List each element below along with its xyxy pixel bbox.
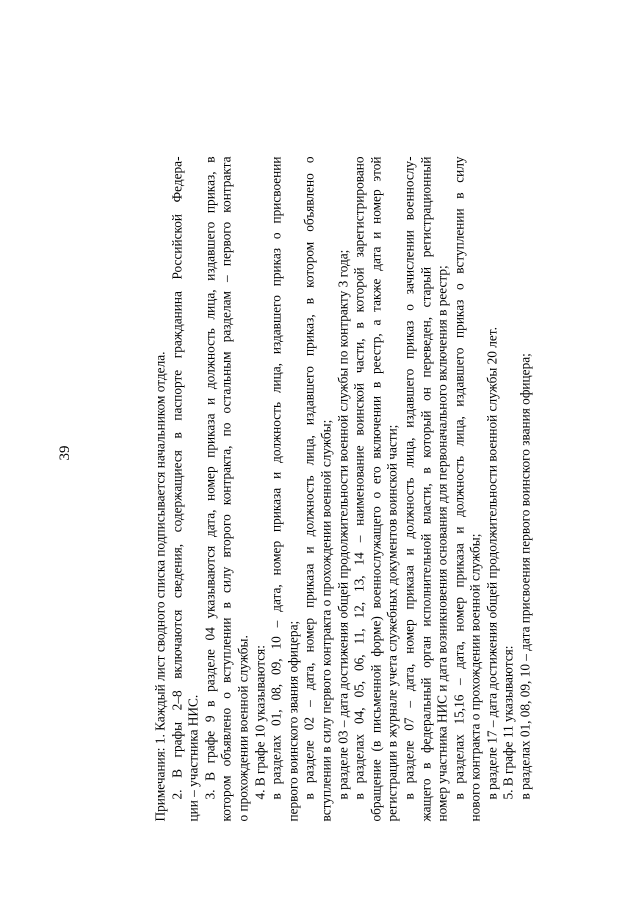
text-line: 2. В графы 2–8 включаются сведения, содержащиеся в паспорте гражданина Российской Федера- [168,156,184,800]
text-line: в разделах 01, 08, 09, 10 – дата присвоения первого воинского звания офицера; [517,353,533,800]
text-line: обращение (в письменной форме) военнослужащего о его включении в реестр, а также дата и номер этой [367,156,383,822]
text-line: номер участника НИС и дата возникновения основания для первоначального включения в реестр; [434,265,450,822]
text-line: ции – участника НИС. [185,694,201,822]
text-line: в разделах 04, 05, 06, 11, 12, 13, 14 – наименование воинской части, в которой зарегистрировано [351,156,367,800]
notes-text-block [152,157,612,822]
text-line: нового контракта о прохождении военной службы; [467,533,483,822]
text-line: жащего в федеральный орган исполнительной власти, в который он переведен, старый регистрационный [417,156,433,822]
text-line: вступлении в силу первого контракта о прохождении военной службы; [317,419,333,822]
text-line: в разделе 17 – дата достижения общей продолжительности военной службы 20 лет. [483,327,499,800]
text-line: 5. В графе 11 указываются: [500,645,516,800]
text-line: в разделах 01, 08, 09, 10 – дата, номер приказа и должность лица, издавшего приказ о присвоении [268,156,284,800]
text-line: в разделе 02 – дата, номер приказа и должность лица, издавшего приказ, в котором объявлено о [301,156,317,800]
text-line: регистрации в журнале учета служебных документов воинской части; [384,424,400,822]
text-line: в разделе 07 – дата, номер приказа и должность лица, издавшего приказ о зачислении военнослу- [400,156,416,800]
text-line: котором объявлено о вступлении в силу второго контракта, по остальным разделам – первого контракта [218,156,234,822]
text-line: о прохождении военной службы. [234,635,250,822]
text-line: в разделе 03 – дата достижения общей продолжительности военной службы по контракту 3 года; [334,249,350,800]
text-line: в разделах 15,16 – дата, номер приказа и должность лица, издавшего приказ о вступлении в силу [450,156,466,800]
text-line: 3. В графе 9 в разделе 04 указываются дата, номер приказа и должность лица, издавшего приказ, в [201,156,217,800]
text-line: 4. В графе 10 указываются: [251,645,267,800]
text-line: Примечания: 1. Каждый лист сводного списка подписывается начальником отдела. [152,351,167,822]
text-line: первого воинского звания офицера; [284,620,300,822]
page-number: 39 [57,445,73,461]
